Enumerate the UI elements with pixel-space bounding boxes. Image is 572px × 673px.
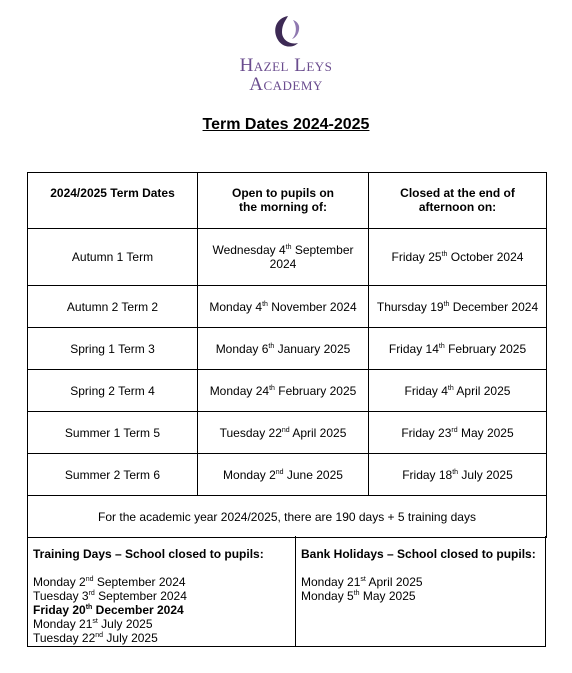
open-date: Monday 6th January 2025 (198, 328, 369, 370)
close-date: Friday 4th April 2025 (369, 370, 547, 412)
term-dates-table (27, 172, 547, 538)
close-date: Friday 23rd May 2025 (369, 412, 547, 454)
table-row (28, 328, 547, 370)
open-date: Monday 2nd June 2025 (198, 454, 369, 496)
training-days-panel (28, 536, 296, 646)
header-close: Closed at the end of afternoon on: (369, 173, 547, 229)
term-name: Spring 2 Term 4 (28, 370, 198, 412)
table-row (28, 412, 547, 454)
term-name: Autumn 2 Term 2 (28, 286, 198, 328)
table-row (28, 454, 547, 496)
term-name: Autumn 1 Term (28, 229, 198, 286)
table-row (28, 286, 547, 328)
summary-row (28, 496, 547, 538)
logo-swirl-icon (266, 14, 306, 52)
close-date: Friday 25th October 2024 (369, 229, 547, 286)
open-date: Monday 4th November 2024 (198, 286, 369, 328)
table-header-row (28, 173, 547, 229)
list-item: Monday 5th May 2025 (301, 589, 416, 603)
list-item: Tuesday 3rd September 2024 (33, 589, 187, 603)
open-date: Tuesday 22nd April 2025 (198, 412, 369, 454)
school-logo (0, 14, 572, 94)
logo-name-line1: Hazel Leys (239, 55, 333, 76)
open-date: Monday 24th February 2025 (198, 370, 369, 412)
term-name: Summer 1 Term 5 (28, 412, 198, 454)
list-item: Monday 21st April 2025 (301, 575, 423, 589)
term-name: Spring 1 Term 3 (28, 328, 198, 370)
table-row (28, 229, 547, 286)
term-name: Summer 2 Term 6 (28, 454, 198, 496)
list-item: Friday 20th December 2024 (33, 603, 184, 617)
academic-year-summary: For the academic year 2024/2025, there are 190 days + 5 training days (28, 496, 547, 538)
page-title: Term Dates 2024-2025 (202, 116, 370, 133)
close-date: Friday 18th July 2025 (369, 454, 547, 496)
list-item: Monday 2nd September 2024 (33, 575, 186, 589)
header-open: Open to pupils on the morning of: (198, 173, 369, 229)
close-date: Thursday 19th December 2024 (369, 286, 547, 328)
list-item: Tuesday 22nd July 2025 (33, 631, 158, 645)
bank-holidays-heading: Bank Holidays – School closed to pupils: (301, 547, 536, 561)
closures-section (27, 536, 546, 647)
open-date: Wednesday 4th September 2024 (198, 229, 369, 286)
header-term: 2024/2025 Term Dates (28, 173, 198, 229)
logo-name-line2: Academy (249, 74, 323, 95)
list-item: Monday 21st July 2025 (33, 617, 153, 631)
close-date: Friday 14th February 2025 (369, 328, 547, 370)
table-row (28, 370, 547, 412)
bank-holidays-panel (296, 536, 545, 646)
training-days-heading: Training Days – School closed to pupils: (33, 547, 264, 561)
